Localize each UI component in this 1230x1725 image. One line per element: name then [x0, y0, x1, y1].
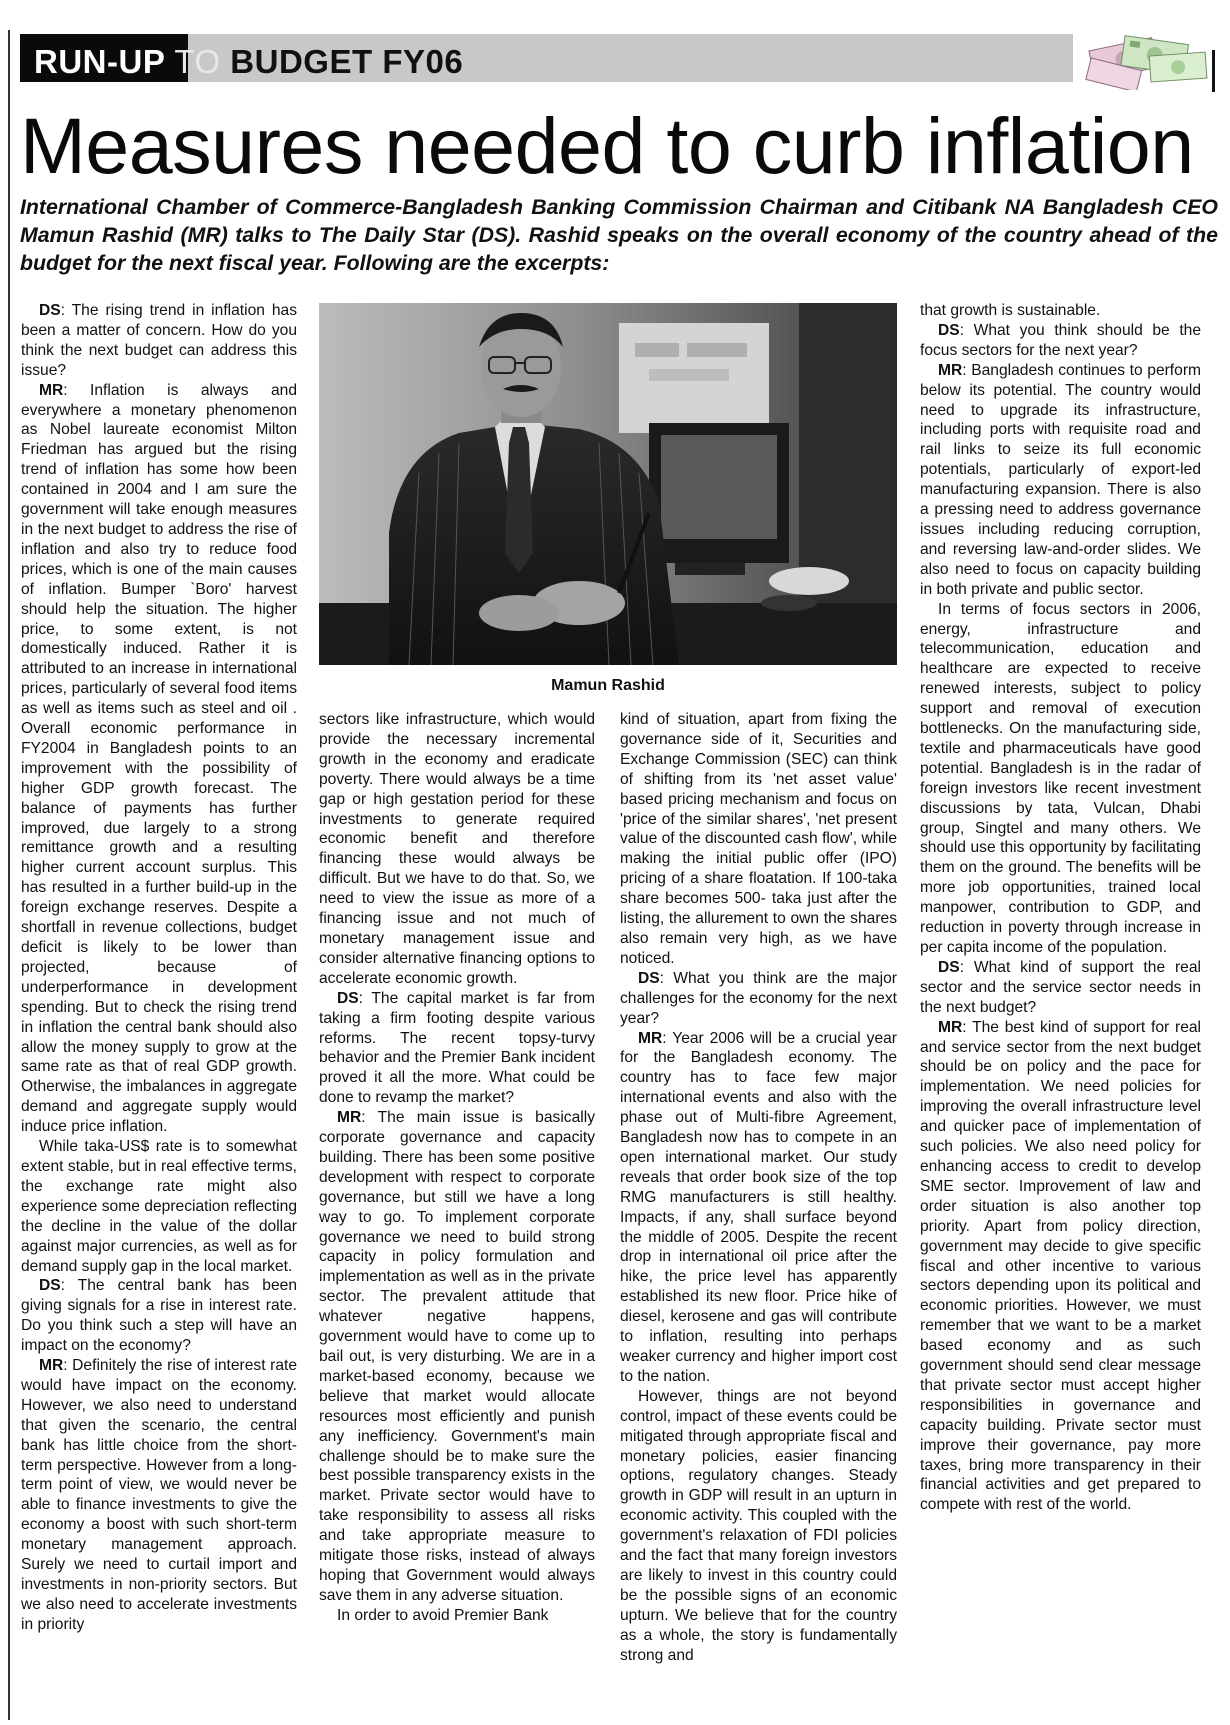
speaker-label: DS	[39, 1277, 61, 1295]
paragraph-text: : What you think should be the focus sectors for the next year?	[920, 321, 1201, 359]
paragraph	[920, 1018, 1201, 1516]
paragraph	[620, 1029, 897, 1387]
speaker-label: DS	[938, 321, 960, 339]
kicker-fy: FY06	[382, 43, 464, 80]
paragraph	[920, 321, 1201, 361]
paragraph	[21, 1356, 297, 1635]
paragraph	[21, 1276, 297, 1356]
kicker-budget: BUDGET	[220, 43, 383, 80]
paragraph-text: : The main issue is basically corporate governance and capacity building. There has been some positive development with respect to corporate governance, but still we have a long way to go. To implement corporate governance we need to build strong capacity in policy formulation and implementation as well as in the private sector. The prevalent attitude that whatever negative happens, government would have to come up to bail out, is very disturbing. We are in a market-based economy, because we believe that market would allocate resources most efficiently and punish any inefficiency. Government's main challenge should be to make sure the best possible transparency exists in the market. Private sector would have to take responsibility to assess all risks and take appropriate measure to mitigate those risks, instead of always hoping that Government would always save them in any adverse situation.	[319, 1109, 595, 1604]
kicker-run-up: RUN-UP	[34, 43, 175, 80]
paragraph	[620, 969, 897, 1029]
paragraph-text: : The capital market is far from taking a firm footing despite various reforms. The recent topsy-turvy behavior and the Premier Bank incident proved it all the more. What could be done to revamp the market?	[319, 989, 595, 1107]
portrait-photo	[319, 303, 897, 665]
paragraph	[21, 1137, 297, 1276]
speaker-label: DS	[938, 958, 960, 976]
paragraph-text: : Year 2006 will be a crucial year for the Bangladesh economy. The country has to face few major international events and also with the phase out of Multi-fibre Agreement, Bangladesh now has to compete in an open international market. Our study reveals that order book size of the top RMG manufacturers is still healthy. Impacts, if any, shall surface beyond the middle of 2005. Despite the recent drop in international oil price after the hike, the price level has apparently established its new floor. Price hike of diesel, kerosene and gas will contribute to inflation, resulting into perhaps weaker currency and higher import cost to the nation.	[620, 1029, 897, 1385]
paragraph-text: : Inflation is always and everywhere a monetary phenomenon as Nobel laureate economist Milton Friedman has argued but the rising trend of inflation has some how been contained in 2004 and I am sure the government will take enough measures in the next budget to address the rise of inflation and also try to reduce food prices, which is one of the main causes of inflation. Bumper `Boro' harvest should help the situation. The higher price, to some extent, is not domestically induced. Rather it is attributed to an increase in international prices, particularly of several food items as well as items such as steel and oil . Overall economic performance in FY2004 in Bangladesh points to an improvement with the possibility of higher GDP growth forecast. The balance of payments has further improved, due largely to a strong remittance growth and a resulting higher current account surplus. This has resulted in a further build-up in the foreign exchange reserves. Despite a shortfall in revenue collections, budget deficit is likely to be lower than projected, because of underperformance in development spending. But to check the rising trend in inflation the central bank should also allow the money supply to grow at the same rate as that of real GDP growth. Otherwise, the imbalances in aggregate demand and aggregate supply would induce price inflation.	[21, 381, 297, 1136]
section-kicker	[34, 40, 463, 84]
paragraph-text: : Definitely the rise of interest rate would have impact on the economy. However, we also need to understand that given the scenario, the central bank has little choice from the short-term perspective. However from a long-term point of view, we would never be able to finance investments to give the economy a boost with such short-term monetary management approach. Surely we need to curtail import and investments in non-priority sectors. But we also need to accelerate investments in priority	[21, 1357, 297, 1633]
article-column-3	[620, 710, 897, 1666]
speaker-label: MR	[39, 381, 64, 399]
photo-caption: Mamun Rashid	[551, 677, 665, 694]
banner-end-rule	[1212, 50, 1215, 92]
paragraph-text: In order to avoid Premier Bank	[337, 1606, 549, 1624]
paragraph	[319, 1606, 595, 1626]
speaker-label: MR	[337, 1109, 362, 1127]
speaker-label: MR	[938, 361, 963, 379]
paragraph-text: While taka-US$ rate is to somewhat extent stable, but in real effective terms, the exchange rate might also experience some depreciation reflecting the decline in the value of the dollar against major currencies, as well as for demand supply gap in the local market.	[21, 1138, 297, 1275]
paragraph-text: : Bangladesh continues to perform below its potential. The country would need to upgrade its infrastructure, including ports with requisite road and rail links to seize its full economic potentials, particularly of export-led manufacturing expansion. There is also a pressing need to address governance issues including reducing corruption, and reversing law-and-order slides. We also need to focus on capacity building in both private and public sector.	[920, 361, 1201, 598]
paragraph-text: : The best kind of support for real and service sector from the next budget should be on policy and the pace for implementation. We need policies for improving the overall infrastructure level and quicker pace of implementation of such policies. We also need policy for enhancing access to credit to develop SME sector. Improvement of law and order situation is also another top priority. Apart from policy direction, government may decide to give specific fiscal and other incentive to various sectors depending upon its political and economic priorities. However, we must remember that we want to be a market based economy and as such government should send clear message that private sector must accept higher responsibilities in governance and capacity building. Private sector must improve their governance, pay more taxes, bring more transparency in their financial activities and get prepared to compete with rest of the world.	[920, 1018, 1201, 1514]
speaker-label: DS	[39, 302, 61, 319]
money-bills-icon	[1084, 30, 1214, 90]
paragraph-continued	[319, 710, 595, 989]
paragraph-text: : The rising trend in inflation has been a matter of concern. How do you think the next budget can address this issue?	[21, 302, 297, 379]
paragraph	[920, 361, 1201, 600]
paragraph-text: : What kind of support the real sector and the service sector needs in the next budget?	[920, 958, 1201, 1016]
article-column-4	[920, 301, 1201, 1515]
paragraph-text: However, things are not beyond control, impact of these events could be mitigated through appropriate fiscal and monetary policies, easier financing options, regulatory changes. Steady growth in GDP will result in an upturn in economic activity. This coupled with the government's relaxation of FDI policies and the fact that many foreign investors are likely to invest in this country could be the possible signs of an economic upturn. We believe that for the country as a whole, the story is fundamentally strong and	[620, 1387, 897, 1664]
speaker-label: MR	[39, 1357, 64, 1375]
paragraph	[319, 989, 595, 1108]
paragraph	[319, 1108, 595, 1606]
paragraph	[620, 1387, 897, 1666]
paragraph-continued	[920, 301, 1201, 321]
speaker-label: MR	[938, 1018, 963, 1036]
paragraph	[21, 301, 297, 381]
article-column-2	[319, 710, 595, 1626]
paragraph-text: that growth is sustainable.	[920, 302, 1101, 319]
paragraph-continued	[620, 710, 897, 969]
paragraph	[21, 381, 297, 1137]
standfirst: International Chamber of Commerce-Bangladesh Banking Commission Chairman and Citibank NA Bangladesh CEO Mamun Rashid (MR) talks to The Daily Star (DS). Rashid speaks on the overall economy of the country ahead of the budget for the next fiscal year. Following are the excerpts:	[20, 195, 1218, 275]
left-column-rule	[8, 30, 10, 1720]
speaker-label: MR	[638, 1029, 663, 1047]
paragraph-text: : The central bank has been giving signals for a rise in interest rate. Do you think such a step will have an impact on the economy?	[21, 1277, 297, 1355]
paragraph	[920, 958, 1201, 1018]
speaker-label: DS	[638, 969, 660, 987]
headline: Measures needed to curb inflation	[20, 101, 1194, 190]
paragraph-text: kind of situation, apart from fixing the governance side of it, Securities and Exchange Commission (SEC) can think of shifting from its 'net asset value' based pricing mechanism and focus on 'price of the similar shares', 'net present value of the discounted cash flow', while making the initial public offer (IPO) pricing of a share floatation. If 100-taka share becomes 500- taka just after the listing, the allurement to own the shares also remain very high, as we have noticed.	[620, 711, 897, 967]
article-column-1	[21, 301, 297, 1635]
kicker-to: TO	[174, 43, 221, 80]
paragraph	[920, 600, 1201, 958]
paragraph-text: : What you think are the major challenges for the economy for the next year?	[620, 969, 897, 1027]
speaker-label: DS	[337, 989, 359, 1007]
paragraph-text: In terms of focus sectors in 2006, energy, infrastructure and telecommunication, education and healthcare are expected to receive renewed interests, subject to policy support and removal of execution bottlenecks. On the manufacturing side, textile and pharmaceuticals have good potential. Bangladesh is in the radar of foreign investors like recent investment discussions by tata, Vulcan, Dhabi group, Singtel and many others. We should use this opportunity by facilitating them on the ground. The benefits will be more job opportunities, trained local manpower, contribution to GDP, and reduction in poverty through increase in per capita income of the population.	[920, 600, 1201, 956]
paragraph-text: sectors like infrastructure, which would provide the necessary incremental growth in the economy and eradicate poverty. There would always be a time gap or high gestation period for these investments to generate required economic benefit and therefore financing these would always be difficult. But we have to do that. So, we need to view the issue as more of a financing issue and not much of monetary management issue and consider alternative financing options to accelerate economic growth.	[319, 711, 595, 987]
